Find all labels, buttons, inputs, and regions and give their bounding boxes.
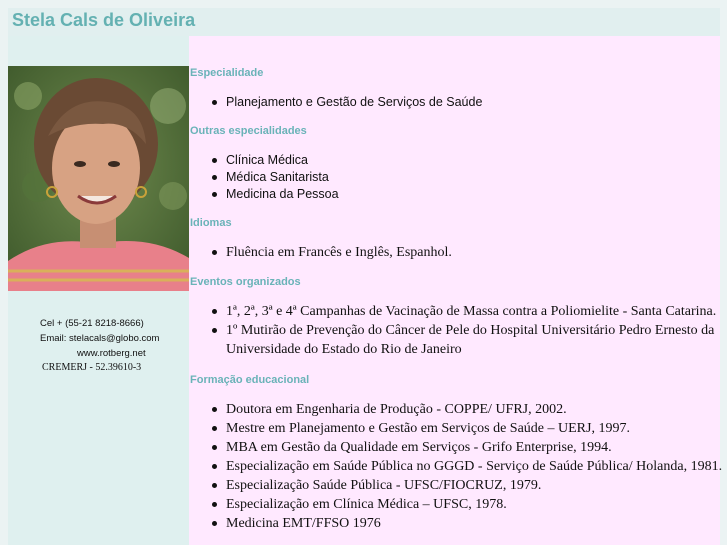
section-title-especialidade: Especialidade: [190, 67, 264, 79]
outras-list: [190, 152, 727, 203]
page-title: Stela Cals de Oliveira: [12, 10, 196, 30]
list-item: Especialização Saúde Pública - UFSC/FIOCRUZ, 1979.: [190, 476, 727, 495]
list-item: Planejamento e Gestão de Serviços de Saúde: [190, 94, 727, 111]
section-title-idiomas: Idiomas: [190, 217, 232, 229]
list-item: Mestre em Planejamento e Gestão em Serviços de Saúde – UERJ, 1997.: [190, 419, 727, 438]
list-item: MBA em Gestão da Qualidade em Serviços - Grifo Enterprise, 1994.: [190, 438, 727, 457]
page-header: [8, 8, 720, 36]
list-item: Especialização em Saúde Pública no GGGD - Serviço de Saúde Pública/ Holanda, 1981.: [190, 457, 726, 476]
list-item: 1º Mutirão de Prevenção do Câncer de Pele do Hospital Universitário Pedro Ernesto da Universidade do Estado do Rio de Janeiro: [190, 321, 726, 359]
section-title-formacao: Formação educacional: [190, 374, 310, 386]
list-item: Doutora em Engenharia de Produção - COPPE/ UFRJ, 2002.: [190, 400, 727, 419]
email-address: Email: stelacals@globo.com: [40, 333, 160, 344]
list-item: Médica Sanitarista: [190, 169, 727, 186]
list-item: Fluência em Francês e Inglês, Espanhol.: [190, 243, 727, 262]
section-title-eventos: Eventos organizados: [190, 276, 301, 288]
especialidade-list: [190, 94, 727, 111]
formacao-list: [190, 400, 727, 533]
section-title-outras: Outras especialidades: [190, 125, 307, 137]
website-link[interactable]: www.rotberg.net: [77, 348, 146, 359]
phone-number: Cel + (55-21 8218-8666): [40, 318, 144, 329]
eventos-list: [190, 302, 727, 359]
list-item: Especialização em Clínica Médica – UFSC, 1978.: [190, 495, 727, 514]
list-item: 1ª, 2ª, 3ª e 4ª Campanhas de Vacinação de Massa contra a Poliomielite - Santa Catarina.: [190, 302, 727, 321]
main-content: [190, 36, 727, 545]
list-item: Medicina da Pessoa: [190, 186, 727, 203]
cremerj-number: CREMERJ - 52.39610-3: [42, 362, 142, 373]
idiomas-list: [190, 243, 727, 262]
portrait-image: [8, 66, 189, 291]
list-item: Medicina EMT/FFSO 1976: [190, 514, 727, 533]
list-item: Clínica Médica: [190, 152, 727, 169]
profile-photo: [8, 66, 189, 291]
